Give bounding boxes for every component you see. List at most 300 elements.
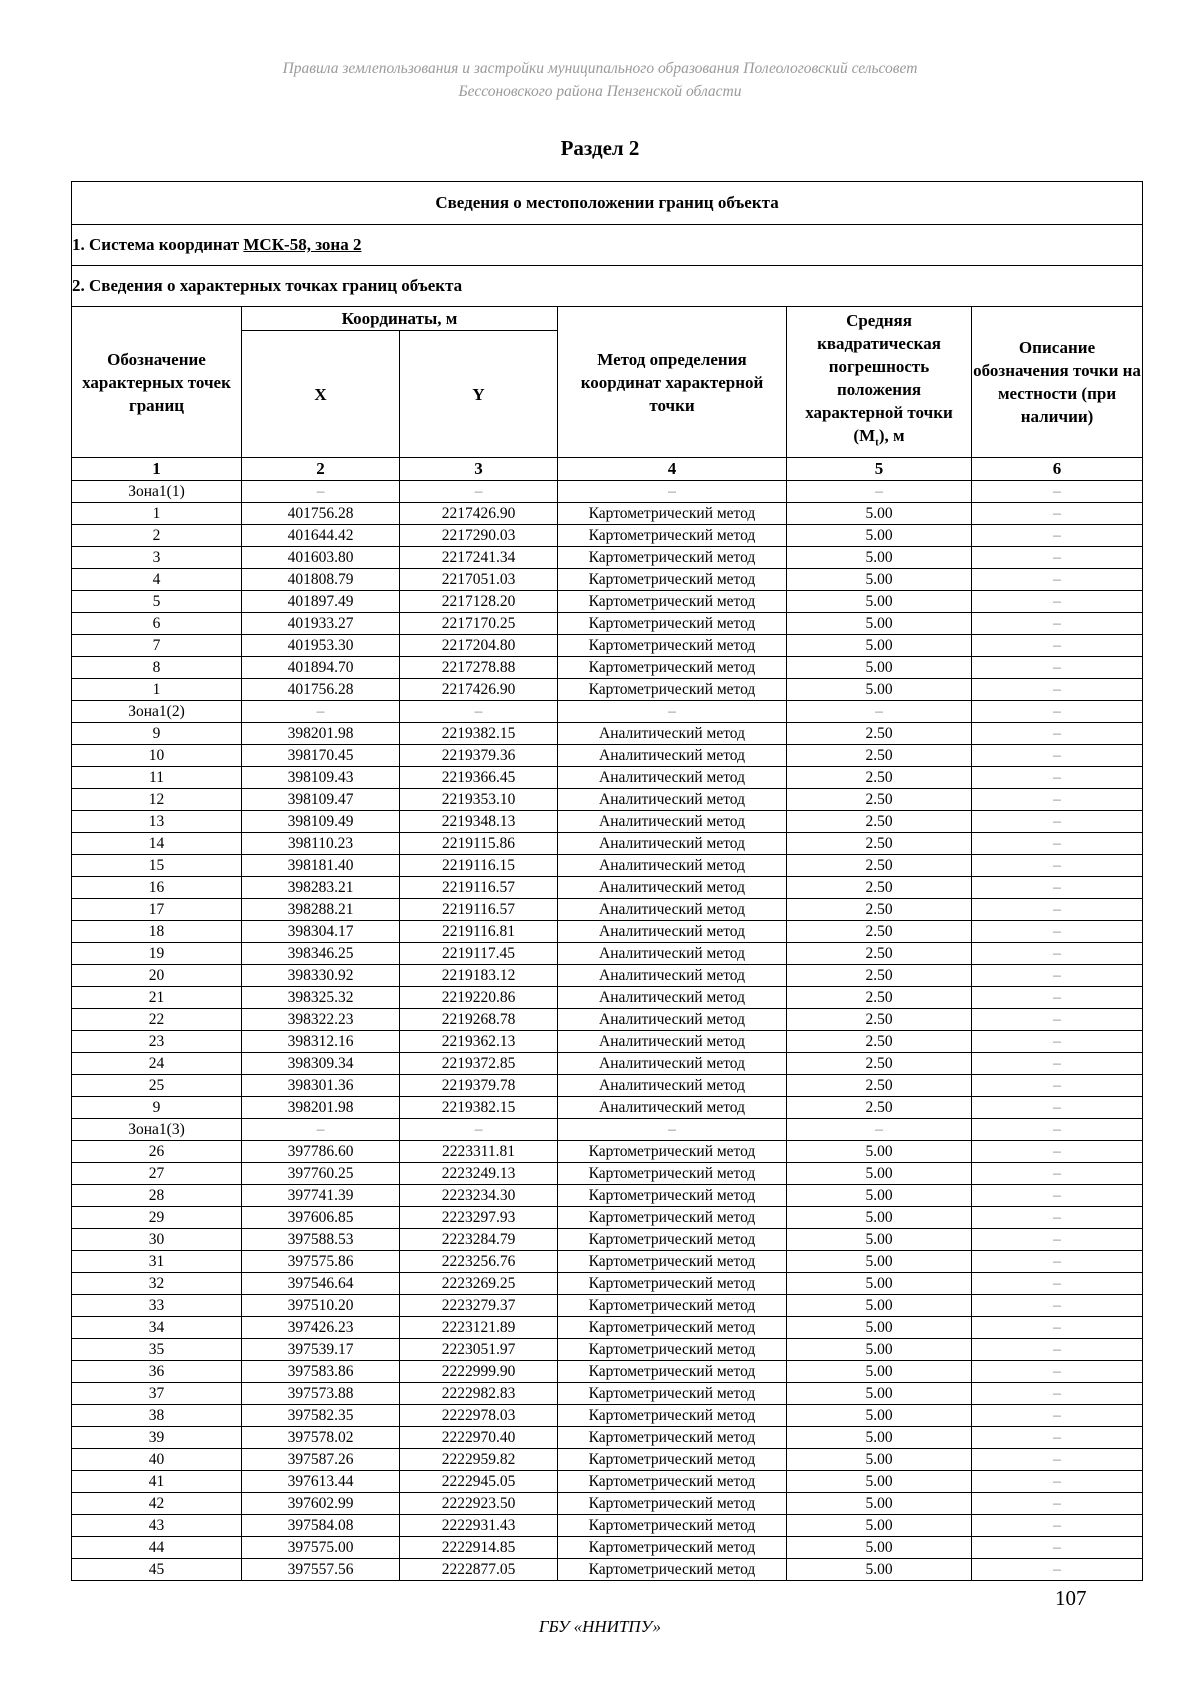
error-cell: 2.50 — [787, 789, 972, 811]
method-cell: Аналитический метод — [558, 811, 787, 833]
y-coordinate-cell: 2222923.50 — [400, 1493, 558, 1515]
x-coordinate-cell: 397510.20 — [242, 1295, 400, 1317]
y-coordinate-cell: 2222978.03 — [400, 1405, 558, 1427]
description-cell: – — [972, 811, 1143, 833]
error-cell: 5.00 — [787, 1361, 972, 1383]
description-cell: – — [972, 1427, 1143, 1449]
method-cell: Картометрический метод — [558, 1493, 787, 1515]
point-id-cell: 27 — [72, 1163, 242, 1185]
description-cell: – — [972, 1185, 1143, 1207]
error-cell: 5.00 — [787, 1295, 972, 1317]
table-row — [72, 1295, 1143, 1317]
x-coordinate-cell: 397557.56 — [242, 1559, 400, 1581]
table-row — [72, 1119, 1143, 1141]
error-cell: 5.00 — [787, 1537, 972, 1559]
point-id-cell: 24 — [72, 1053, 242, 1075]
method-cell: Картометрический метод — [558, 1383, 787, 1405]
table-row — [72, 1339, 1143, 1361]
x-coordinate-cell: 397573.88 — [242, 1383, 400, 1405]
method-cell: Аналитический метод — [558, 877, 787, 899]
x-coordinate-cell: 398304.17 — [242, 921, 400, 943]
table-row — [72, 503, 1143, 525]
point-id-cell: 38 — [72, 1405, 242, 1427]
error-cell: 2.50 — [787, 987, 972, 1009]
column-number: 4 — [558, 458, 787, 481]
error-cell: 5.00 — [787, 635, 972, 657]
method-cell: Картометрический метод — [558, 1317, 787, 1339]
error-cell: 5.00 — [787, 1163, 972, 1185]
x-coordinate-cell: 398346.25 — [242, 943, 400, 965]
y-coordinate-cell: 2217170.25 — [400, 613, 558, 635]
description-cell: – — [972, 569, 1143, 591]
y-coordinate-cell: 2223256.76 — [400, 1251, 558, 1273]
x-coordinate-cell: 398322.23 — [242, 1009, 400, 1031]
table-row — [72, 657, 1143, 679]
y-coordinate-cell: 2223284.79 — [400, 1229, 558, 1251]
point-id-cell: 25 — [72, 1075, 242, 1097]
header-y: Y — [400, 331, 558, 458]
description-cell: – — [972, 1119, 1143, 1141]
y-coordinate-cell: 2223051.97 — [400, 1339, 558, 1361]
table-row — [72, 1163, 1143, 1185]
error-cell: 5.00 — [787, 613, 972, 635]
description-cell: – — [972, 525, 1143, 547]
x-coordinate-cell: 397582.35 — [242, 1405, 400, 1427]
method-cell: – — [558, 701, 787, 723]
error-cell: 2.50 — [787, 1031, 972, 1053]
point-id-cell: 1 — [72, 679, 242, 701]
y-coordinate-cell: 2219116.57 — [400, 877, 558, 899]
table-row — [72, 1097, 1143, 1119]
description-cell: – — [972, 1449, 1143, 1471]
x-coordinate-cell: 401894.70 — [242, 657, 400, 679]
point-id-cell: 4 — [72, 569, 242, 591]
point-id-cell: Зона1(1) — [72, 481, 242, 503]
description-cell: – — [972, 1559, 1143, 1581]
x-coordinate-cell: – — [242, 481, 400, 503]
y-coordinate-cell: 2222970.40 — [400, 1427, 558, 1449]
y-coordinate-cell: 2217278.88 — [400, 657, 558, 679]
x-coordinate-cell: – — [242, 701, 400, 723]
table-row — [72, 789, 1143, 811]
error-cell: 5.00 — [787, 547, 972, 569]
x-coordinate-cell: 398201.98 — [242, 1097, 400, 1119]
description-cell: – — [972, 701, 1143, 723]
running-header-line-1: Правила землепользования и застройки муниципального образования Полеологовский сельсовет — [282, 60, 918, 77]
coordinate-system-value: МСК-58, зона 2 — [243, 235, 362, 254]
table-row — [72, 525, 1143, 547]
x-coordinate-cell: 397741.39 — [242, 1185, 400, 1207]
error-cell: 5.00 — [787, 1229, 972, 1251]
method-cell: Картометрический метод — [558, 547, 787, 569]
description-cell: – — [972, 1097, 1143, 1119]
method-cell: Картометрический метод — [558, 1537, 787, 1559]
y-coordinate-cell: 2222959.82 — [400, 1449, 558, 1471]
y-coordinate-cell: 2217290.03 — [400, 525, 558, 547]
method-cell: Картометрический метод — [558, 1449, 787, 1471]
y-coordinate-cell: 2223269.25 — [400, 1273, 558, 1295]
error-cell: 5.00 — [787, 1449, 972, 1471]
error-cell: 5.00 — [787, 1515, 972, 1537]
y-coordinate-cell: – — [400, 481, 558, 503]
header-x: X — [242, 331, 400, 458]
description-cell: – — [972, 481, 1143, 503]
description-cell: – — [972, 921, 1143, 943]
description-cell: – — [972, 855, 1143, 877]
error-cell: 5.00 — [787, 569, 972, 591]
y-coordinate-cell: 2222982.83 — [400, 1383, 558, 1405]
x-coordinate-cell: 397546.64 — [242, 1273, 400, 1295]
error-cell: 5.00 — [787, 1207, 972, 1229]
error-cell: 2.50 — [787, 1075, 972, 1097]
description-cell: – — [972, 833, 1143, 855]
description-cell: – — [972, 877, 1143, 899]
point-id-cell: 23 — [72, 1031, 242, 1053]
section-title: Раздел 2 — [560, 136, 640, 160]
error-cell: 2.50 — [787, 1097, 972, 1119]
x-coordinate-cell: 397606.85 — [242, 1207, 400, 1229]
description-cell: – — [972, 965, 1143, 987]
method-cell: Аналитический метод — [558, 921, 787, 943]
y-coordinate-cell: 2222914.85 — [400, 1537, 558, 1559]
error-cell: – — [787, 481, 972, 503]
header-method: Метод определения координат характерной точки — [558, 307, 787, 458]
x-coordinate-cell: 397583.86 — [242, 1361, 400, 1383]
error-cell: 5.00 — [787, 503, 972, 525]
header-error: Средняя квадратическая погрешность положения характерной точки $(M_t)$, м — [787, 307, 972, 458]
point-id-cell: 44 — [72, 1537, 242, 1559]
y-coordinate-cell: 2219379.78 — [400, 1075, 558, 1097]
x-coordinate-cell: 401953.30 — [242, 635, 400, 657]
method-cell: Аналитический метод — [558, 767, 787, 789]
header-description: Описание обозначения точки на местности (при наличии) — [972, 307, 1143, 458]
description-cell: – — [972, 1537, 1143, 1559]
method-cell: Картометрический метод — [558, 1339, 787, 1361]
x-coordinate-cell: 398109.49 — [242, 811, 400, 833]
description-cell: – — [972, 1317, 1143, 1339]
x-coordinate-cell: 398109.43 — [242, 767, 400, 789]
point-id-cell: 21 — [72, 987, 242, 1009]
point-id-cell: 7 — [72, 635, 242, 657]
description-cell: – — [972, 1163, 1143, 1185]
description-cell: – — [972, 1009, 1143, 1031]
description-cell: – — [972, 679, 1143, 701]
point-id-cell: 34 — [72, 1317, 242, 1339]
table-row — [72, 877, 1143, 899]
coordinate-system-label: 1. Система координат — [72, 235, 244, 254]
error-cell: 2.50 — [787, 1009, 972, 1031]
method-cell: Аналитический метод — [558, 1031, 787, 1053]
y-coordinate-cell: 2219115.86 — [400, 833, 558, 855]
error-cell: 2.50 — [787, 899, 972, 921]
x-coordinate-cell: 401644.42 — [242, 525, 400, 547]
table-row — [72, 987, 1143, 1009]
y-coordinate-cell: 2219116.15 — [400, 855, 558, 877]
description-cell: – — [972, 1141, 1143, 1163]
method-cell: Аналитический метод — [558, 943, 787, 965]
description-cell: – — [972, 745, 1143, 767]
description-cell: – — [972, 1515, 1143, 1537]
column-number: 2 — [242, 458, 400, 481]
y-coordinate-cell: 2219348.13 — [400, 811, 558, 833]
error-cell: 5.00 — [787, 1471, 972, 1493]
y-coordinate-cell: 2223279.37 — [400, 1295, 558, 1317]
table-row — [72, 569, 1143, 591]
description-cell: – — [972, 503, 1143, 525]
table-row — [72, 1207, 1143, 1229]
table-row — [72, 899, 1143, 921]
error-cell: 5.00 — [787, 1273, 972, 1295]
method-cell: Аналитический метод — [558, 899, 787, 921]
x-coordinate-cell: 397584.08 — [242, 1515, 400, 1537]
x-coordinate-cell: 397760.25 — [242, 1163, 400, 1185]
y-coordinate-cell: 2217426.90 — [400, 679, 558, 701]
method-cell: Аналитический метод — [558, 745, 787, 767]
table-row — [72, 745, 1143, 767]
error-cell: 2.50 — [787, 745, 972, 767]
point-id-cell: 11 — [72, 767, 242, 789]
error-cell: 5.00 — [787, 1339, 972, 1361]
boundary-points-table — [71, 181, 1143, 1581]
x-coordinate-cell: 398309.34 — [242, 1053, 400, 1075]
description-cell: – — [972, 1339, 1143, 1361]
x-coordinate-cell: 398181.40 — [242, 855, 400, 877]
y-coordinate-cell: 2219116.57 — [400, 899, 558, 921]
point-id-cell: Зона1(3) — [72, 1119, 242, 1141]
y-coordinate-cell: 2219220.86 — [400, 987, 558, 1009]
point-id-cell: 9 — [72, 1097, 242, 1119]
description-cell: – — [972, 1493, 1143, 1515]
y-coordinate-cell: 2219379.36 — [400, 745, 558, 767]
y-coordinate-cell: 2219268.78 — [400, 1009, 558, 1031]
x-coordinate-cell: 401756.28 — [242, 503, 400, 525]
y-coordinate-cell: – — [400, 701, 558, 723]
y-coordinate-cell: 2217128.20 — [400, 591, 558, 613]
x-coordinate-cell: 401897.49 — [242, 591, 400, 613]
y-coordinate-cell: 2223297.93 — [400, 1207, 558, 1229]
point-id-cell: 22 — [72, 1009, 242, 1031]
x-coordinate-cell: 397602.99 — [242, 1493, 400, 1515]
error-cell: 5.00 — [787, 1493, 972, 1515]
point-id-cell: 20 — [72, 965, 242, 987]
method-cell: Картометрический метод — [558, 1229, 787, 1251]
method-cell: Картометрический метод — [558, 1251, 787, 1273]
description-cell: – — [972, 1207, 1143, 1229]
description-cell: – — [972, 1383, 1143, 1405]
method-cell: Картометрический метод — [558, 1361, 787, 1383]
point-id-cell: 13 — [72, 811, 242, 833]
description-cell: – — [972, 1361, 1143, 1383]
point-id-cell: 5 — [72, 591, 242, 613]
column-number-row — [72, 458, 1143, 481]
table-row — [72, 1251, 1143, 1273]
method-cell: Картометрический метод — [558, 503, 787, 525]
x-coordinate-cell: 401933.27 — [242, 613, 400, 635]
point-id-cell: 31 — [72, 1251, 242, 1273]
point-id-cell: 43 — [72, 1515, 242, 1537]
header-coordinates: Координаты, м — [242, 307, 558, 331]
table-row — [72, 1493, 1143, 1515]
error-cell: 2.50 — [787, 767, 972, 789]
x-coordinate-cell: 398288.21 — [242, 899, 400, 921]
point-id-cell: 8 — [72, 657, 242, 679]
table-row — [72, 1229, 1143, 1251]
description-cell: – — [972, 591, 1143, 613]
description-cell: – — [972, 1053, 1143, 1075]
description-cell: – — [972, 987, 1143, 1009]
method-cell: Картометрический метод — [558, 591, 787, 613]
table-row — [72, 1009, 1143, 1031]
x-coordinate-cell: 398312.16 — [242, 1031, 400, 1053]
method-cell: Картометрический метод — [558, 613, 787, 635]
points-section-title: 2. Сведения о характерных точках границ объекта — [72, 266, 1143, 307]
point-id-cell: 14 — [72, 833, 242, 855]
method-cell: Аналитический метод — [558, 833, 787, 855]
description-cell: – — [972, 1471, 1143, 1493]
y-coordinate-cell: 2222945.05 — [400, 1471, 558, 1493]
point-id-cell: 18 — [72, 921, 242, 943]
point-id-cell: 33 — [72, 1295, 242, 1317]
y-coordinate-cell: 2219353.10 — [400, 789, 558, 811]
table-row — [72, 1427, 1143, 1449]
error-cell: 5.00 — [787, 525, 972, 547]
point-id-cell: 15 — [72, 855, 242, 877]
error-cell: 5.00 — [787, 1141, 972, 1163]
error-cell: 5.00 — [787, 1251, 972, 1273]
error-cell: 5.00 — [787, 1383, 972, 1405]
point-id-cell: 12 — [72, 789, 242, 811]
x-coordinate-cell: 398325.32 — [242, 987, 400, 1009]
method-cell: Картометрический метод — [558, 569, 787, 591]
method-cell: Аналитический метод — [558, 1053, 787, 1075]
x-coordinate-cell: 397575.00 — [242, 1537, 400, 1559]
error-cell: 2.50 — [787, 723, 972, 745]
y-coordinate-cell: 2222999.90 — [400, 1361, 558, 1383]
error-cell: 5.00 — [787, 591, 972, 613]
description-cell: – — [972, 1229, 1143, 1251]
y-coordinate-cell: 2217241.34 — [400, 547, 558, 569]
table-row — [72, 921, 1143, 943]
y-coordinate-cell: 2217051.03 — [400, 569, 558, 591]
point-id-cell: 3 — [72, 547, 242, 569]
method-cell: Картометрический метод — [558, 1163, 787, 1185]
description-cell: – — [972, 723, 1143, 745]
method-cell: Аналитический метод — [558, 1009, 787, 1031]
point-id-cell: 10 — [72, 745, 242, 767]
description-cell: – — [972, 1251, 1143, 1273]
table-row — [72, 1449, 1143, 1471]
y-coordinate-cell: – — [400, 1119, 558, 1141]
y-coordinate-cell: 2223249.13 — [400, 1163, 558, 1185]
description-cell: – — [972, 1405, 1143, 1427]
table-row — [72, 1537, 1143, 1559]
description-cell: – — [972, 1075, 1143, 1097]
point-id-cell: 41 — [72, 1471, 242, 1493]
description-cell: – — [972, 1031, 1143, 1053]
y-coordinate-cell: 2219382.15 — [400, 1097, 558, 1119]
method-cell: Картометрический метод — [558, 657, 787, 679]
y-coordinate-cell: 2223234.30 — [400, 1185, 558, 1207]
description-cell: – — [972, 899, 1143, 921]
point-id-cell: 1 — [72, 503, 242, 525]
footer-organization: ГБУ «ННИТПУ» — [538, 1617, 662, 1636]
y-coordinate-cell: 2222931.43 — [400, 1515, 558, 1537]
point-id-cell: 45 — [72, 1559, 242, 1581]
point-id-cell: 30 — [72, 1229, 242, 1251]
method-cell: – — [558, 481, 787, 503]
x-coordinate-cell: 397426.23 — [242, 1317, 400, 1339]
table-row — [72, 767, 1143, 789]
error-cell: 5.00 — [787, 1185, 972, 1207]
method-cell: Картометрический метод — [558, 1427, 787, 1449]
y-coordinate-cell: 2222877.05 — [400, 1559, 558, 1581]
method-cell: Картометрический метод — [558, 1185, 787, 1207]
y-coordinate-cell: 2219183.12 — [400, 965, 558, 987]
x-coordinate-cell: 398330.92 — [242, 965, 400, 987]
y-coordinate-cell: 2219366.45 — [400, 767, 558, 789]
table-caption: Сведения о местоположении границ объекта — [72, 182, 1143, 225]
point-id-cell: 36 — [72, 1361, 242, 1383]
description-cell: – — [972, 613, 1143, 635]
table-row — [72, 1075, 1143, 1097]
method-cell: Картометрический метод — [558, 1295, 787, 1317]
table-row — [72, 723, 1143, 745]
column-number: 5 — [787, 458, 972, 481]
x-coordinate-cell: – — [242, 1119, 400, 1141]
point-id-cell: 28 — [72, 1185, 242, 1207]
method-cell: Аналитический метод — [558, 965, 787, 987]
column-number: 3 — [400, 458, 558, 481]
description-cell: – — [972, 767, 1143, 789]
point-id-cell: Зона1(2) — [72, 701, 242, 723]
point-id-cell: 2 — [72, 525, 242, 547]
error-cell: 5.00 — [787, 1427, 972, 1449]
table-row — [72, 943, 1143, 965]
header-designation: Обозначение характерных точек границ — [72, 307, 242, 458]
point-id-cell: 42 — [72, 1493, 242, 1515]
point-id-cell: 32 — [72, 1273, 242, 1295]
table-row — [72, 481, 1143, 503]
method-cell: Картометрический метод — [558, 1207, 787, 1229]
error-cell: 2.50 — [787, 811, 972, 833]
table-row — [72, 1031, 1143, 1053]
x-coordinate-cell: 398170.45 — [242, 745, 400, 767]
column-number: 1 — [72, 458, 242, 481]
description-cell: – — [972, 657, 1143, 679]
method-cell: Картометрический метод — [558, 1273, 787, 1295]
table-row — [72, 1405, 1143, 1427]
table-row — [72, 701, 1143, 723]
column-number: 6 — [972, 458, 1143, 481]
x-coordinate-cell: 397786.60 — [242, 1141, 400, 1163]
x-coordinate-cell: 397539.17 — [242, 1339, 400, 1361]
method-cell: Картометрический метод — [558, 1141, 787, 1163]
x-coordinate-cell: 398109.47 — [242, 789, 400, 811]
description-cell: – — [972, 789, 1143, 811]
y-coordinate-cell: 2223121.89 — [400, 1317, 558, 1339]
error-cell: – — [787, 701, 972, 723]
point-id-cell: 6 — [72, 613, 242, 635]
x-coordinate-cell: 397587.26 — [242, 1449, 400, 1471]
table-row — [72, 1053, 1143, 1075]
table-row — [72, 1471, 1143, 1493]
table-row — [72, 547, 1143, 569]
description-cell: – — [972, 1295, 1143, 1317]
error-cell: 5.00 — [787, 1317, 972, 1339]
x-coordinate-cell: 401603.80 — [242, 547, 400, 569]
method-cell: Аналитический метод — [558, 987, 787, 1009]
x-coordinate-cell: 401756.28 — [242, 679, 400, 701]
